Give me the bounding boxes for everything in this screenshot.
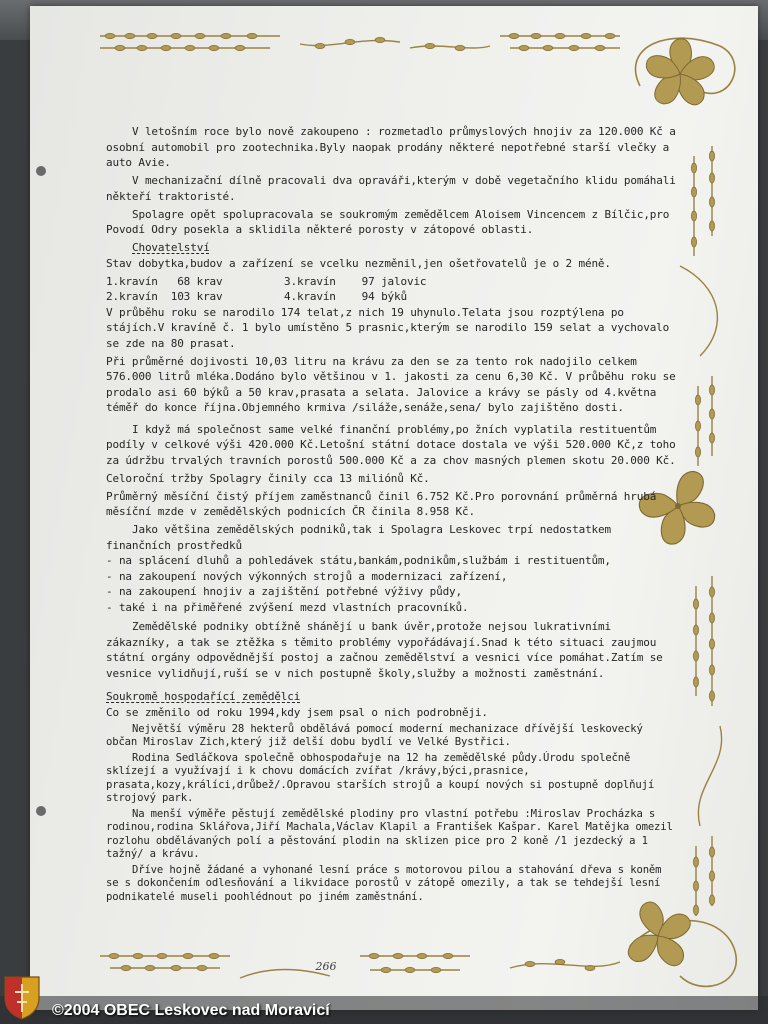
heading-private-farmers: Soukromě hospodařící zemědělci (106, 690, 301, 703)
list-item: - na zakoupení nových výkonných strojů a modernizaci zařízení, (106, 569, 508, 583)
heading-livestock: Chovatelství (132, 241, 210, 254)
private-intro: Co se změnilo od roku 1994,kdy jsem psal o nich podrobněji. (106, 705, 488, 719)
paragraph-calves: V průběhu roku se narodilo 174 telat,z nich 19 uhynulo.Telata jsou rozptýlena po stájích.V kravíně č. 1 bylo umístěno 5 prasnic,kterým se narodilo 159 selat a vychovalo se zde na 80 prasat. (106, 305, 676, 350)
paragraph-sedlacek: Rodina Sedláčkova společně obhospodařuje na 12 ha zemědělské půdy.Úrodu společně sklízejí a využívají i k chovu domácích zvířat /krávy,býci,prasnice, prasata,kozy,králíci,drůbež/.Opravou starších strojů a koupí nových si postupně doplňují strojový park. (106, 751, 661, 805)
paragraph-small-farmers: Na menší výměře pěstují zemědělské plodiny pro vlastní potřebu :Miroslav Procházka s rodinou,rodina Sklářova,Jiří Machala,Václav Klapil a František Kašpar. Karel Matějka omezil rozlohu obdělávaných polí a pěstování plodin na sklizen pice pro 2 koně /1 jezdecký a 1 tažný/ a krávu. (106, 807, 679, 861)
document-page (30, 6, 758, 1010)
barn-cell: 2.kravín 103 krav (106, 290, 223, 303)
paragraph-revenue: Celoroční tržby Spolagry činily cca 13 miliónů Kč. (106, 471, 430, 485)
paragraph-forestry: Dříve hojně žádané a vyhonané lesní práce s motorovou pilou a stahování dřeva s koněm se s dokončením odlesňování a likvidace porostů v zátopě omezily, a tak se tehdejší lesní podnikatelé museli poohlédnout po jiném zaměstnání. (106, 864, 668, 903)
list-item: - také i na přiměřené zvýšení mezd vlastních pracovníků. (106, 600, 469, 614)
paragraph-credit: Zemědělské podniky obtížně shánějí u bank úvěr,protože nejsou lukrativními zákazníky, a tak se ztěžka s těmito problémy vypořádávají.Snad k této situaci zaujmou státní orgány odpovědnější postoj a začnou zemědělství a vesnici více pomáhat.Zatím se vesnice vylidňují,ruší se v nich postupně školy,služby a možnosti zaměstnání. (106, 620, 670, 680)
paragraph-zich: Největší výměru 28 hekterů obdělává pomocí moderní mechanizace dřívější leskovecký občan Miroslav Zich,který již delší dobu bydlí ve Velké Bystřici. (106, 722, 649, 748)
paragraph-finance: I když má společnost same velké finanční problémy,po žních vyplatila restituentům podíly v celkové výši 420.000 Kč.Letošní státní dotace dostala ve výši 520.000 Kč,z toho za údržbu trvalých travních porostů 500.000 Kč a za chov masných plemen skotu 20.000 Kč. (106, 422, 683, 467)
barn-table (106, 274, 678, 305)
private-section (106, 723, 678, 905)
copyright-text: ©2004 OBEC Leskovec nad Moravicí (52, 1002, 330, 1019)
barn-cell: 1.kravín 68 krav (106, 274, 223, 288)
barn-cell: 4.kravín 94 býků (284, 290, 407, 303)
paragraph-workshop: V mechanizační dílně pracovali dva opraváři,kterým v době vegetačního klidu pomáhali někteří traktoristé. (106, 174, 683, 203)
shortage-list (106, 553, 678, 615)
paragraph-milk: Při průměrné dojivosti 10,03 litru na krávu za den se za tento rok nadojilo celkem 576.000 litrů mléka.Dodáno bylo většinou v 1. jakosti za cenu 6,30 Kč. V průběhu roku se prodalo asi 60 býků a 50 krav,prasata a selata. Jalovice a krávy se pásly od 4.května téměř do konce října.Objemného krmiva /siláže,senáže,sena/ bylo zajištěno dosti. (106, 354, 683, 414)
list-item: - na splácení dluhů a pohledávek státu,bankám,podnikům,službám i restituentům, (106, 554, 611, 567)
paragraph-shortage: Jako většina zemědělských podniků,tak i Spolagra Leskovec trpí nedostatkem finančních prostředků (106, 523, 611, 552)
coat-of-arms-icon (2, 974, 42, 1020)
livestock-intro: Stav dobytka,budov a zařízení se vcelku nezměnil,jen ošetřovatelů je o 2 méně. (106, 256, 611, 270)
list-item: - na zakoupení hnojiv a zajištění potřebné výživy půdy, (106, 585, 462, 598)
document-text (106, 124, 683, 907)
page-number: 266 (315, 960, 337, 973)
paragraph-purchases: V letošním roce bylo nově zakoupeno : rozmetadlo průmyslových hnojiv za 120.000 Kč a osobní automobil pro zootechnika.Byly naopak prodány některé nepotřebné starší vlečky a auto Avie. (106, 125, 683, 169)
paragraph-cooperation: Spolagre opět spolupracovala se soukromým zemědělcem Aloisem Vincencem z Bílčic,pro Povodí Odry posekla a sklidila některé porosty v zátopové oblasti. (106, 207, 676, 236)
paragraph-income: Průměrný měsíční čistý příjem zaměstnanců činil 6.752 Kč.Pro porovnání průměrná hrubá měsíční mzde v zemědělských podnicích ČR činila 8.958 Kč. (106, 489, 663, 518)
barn-cell: 3.kravín 97 jalovic (284, 274, 427, 288)
